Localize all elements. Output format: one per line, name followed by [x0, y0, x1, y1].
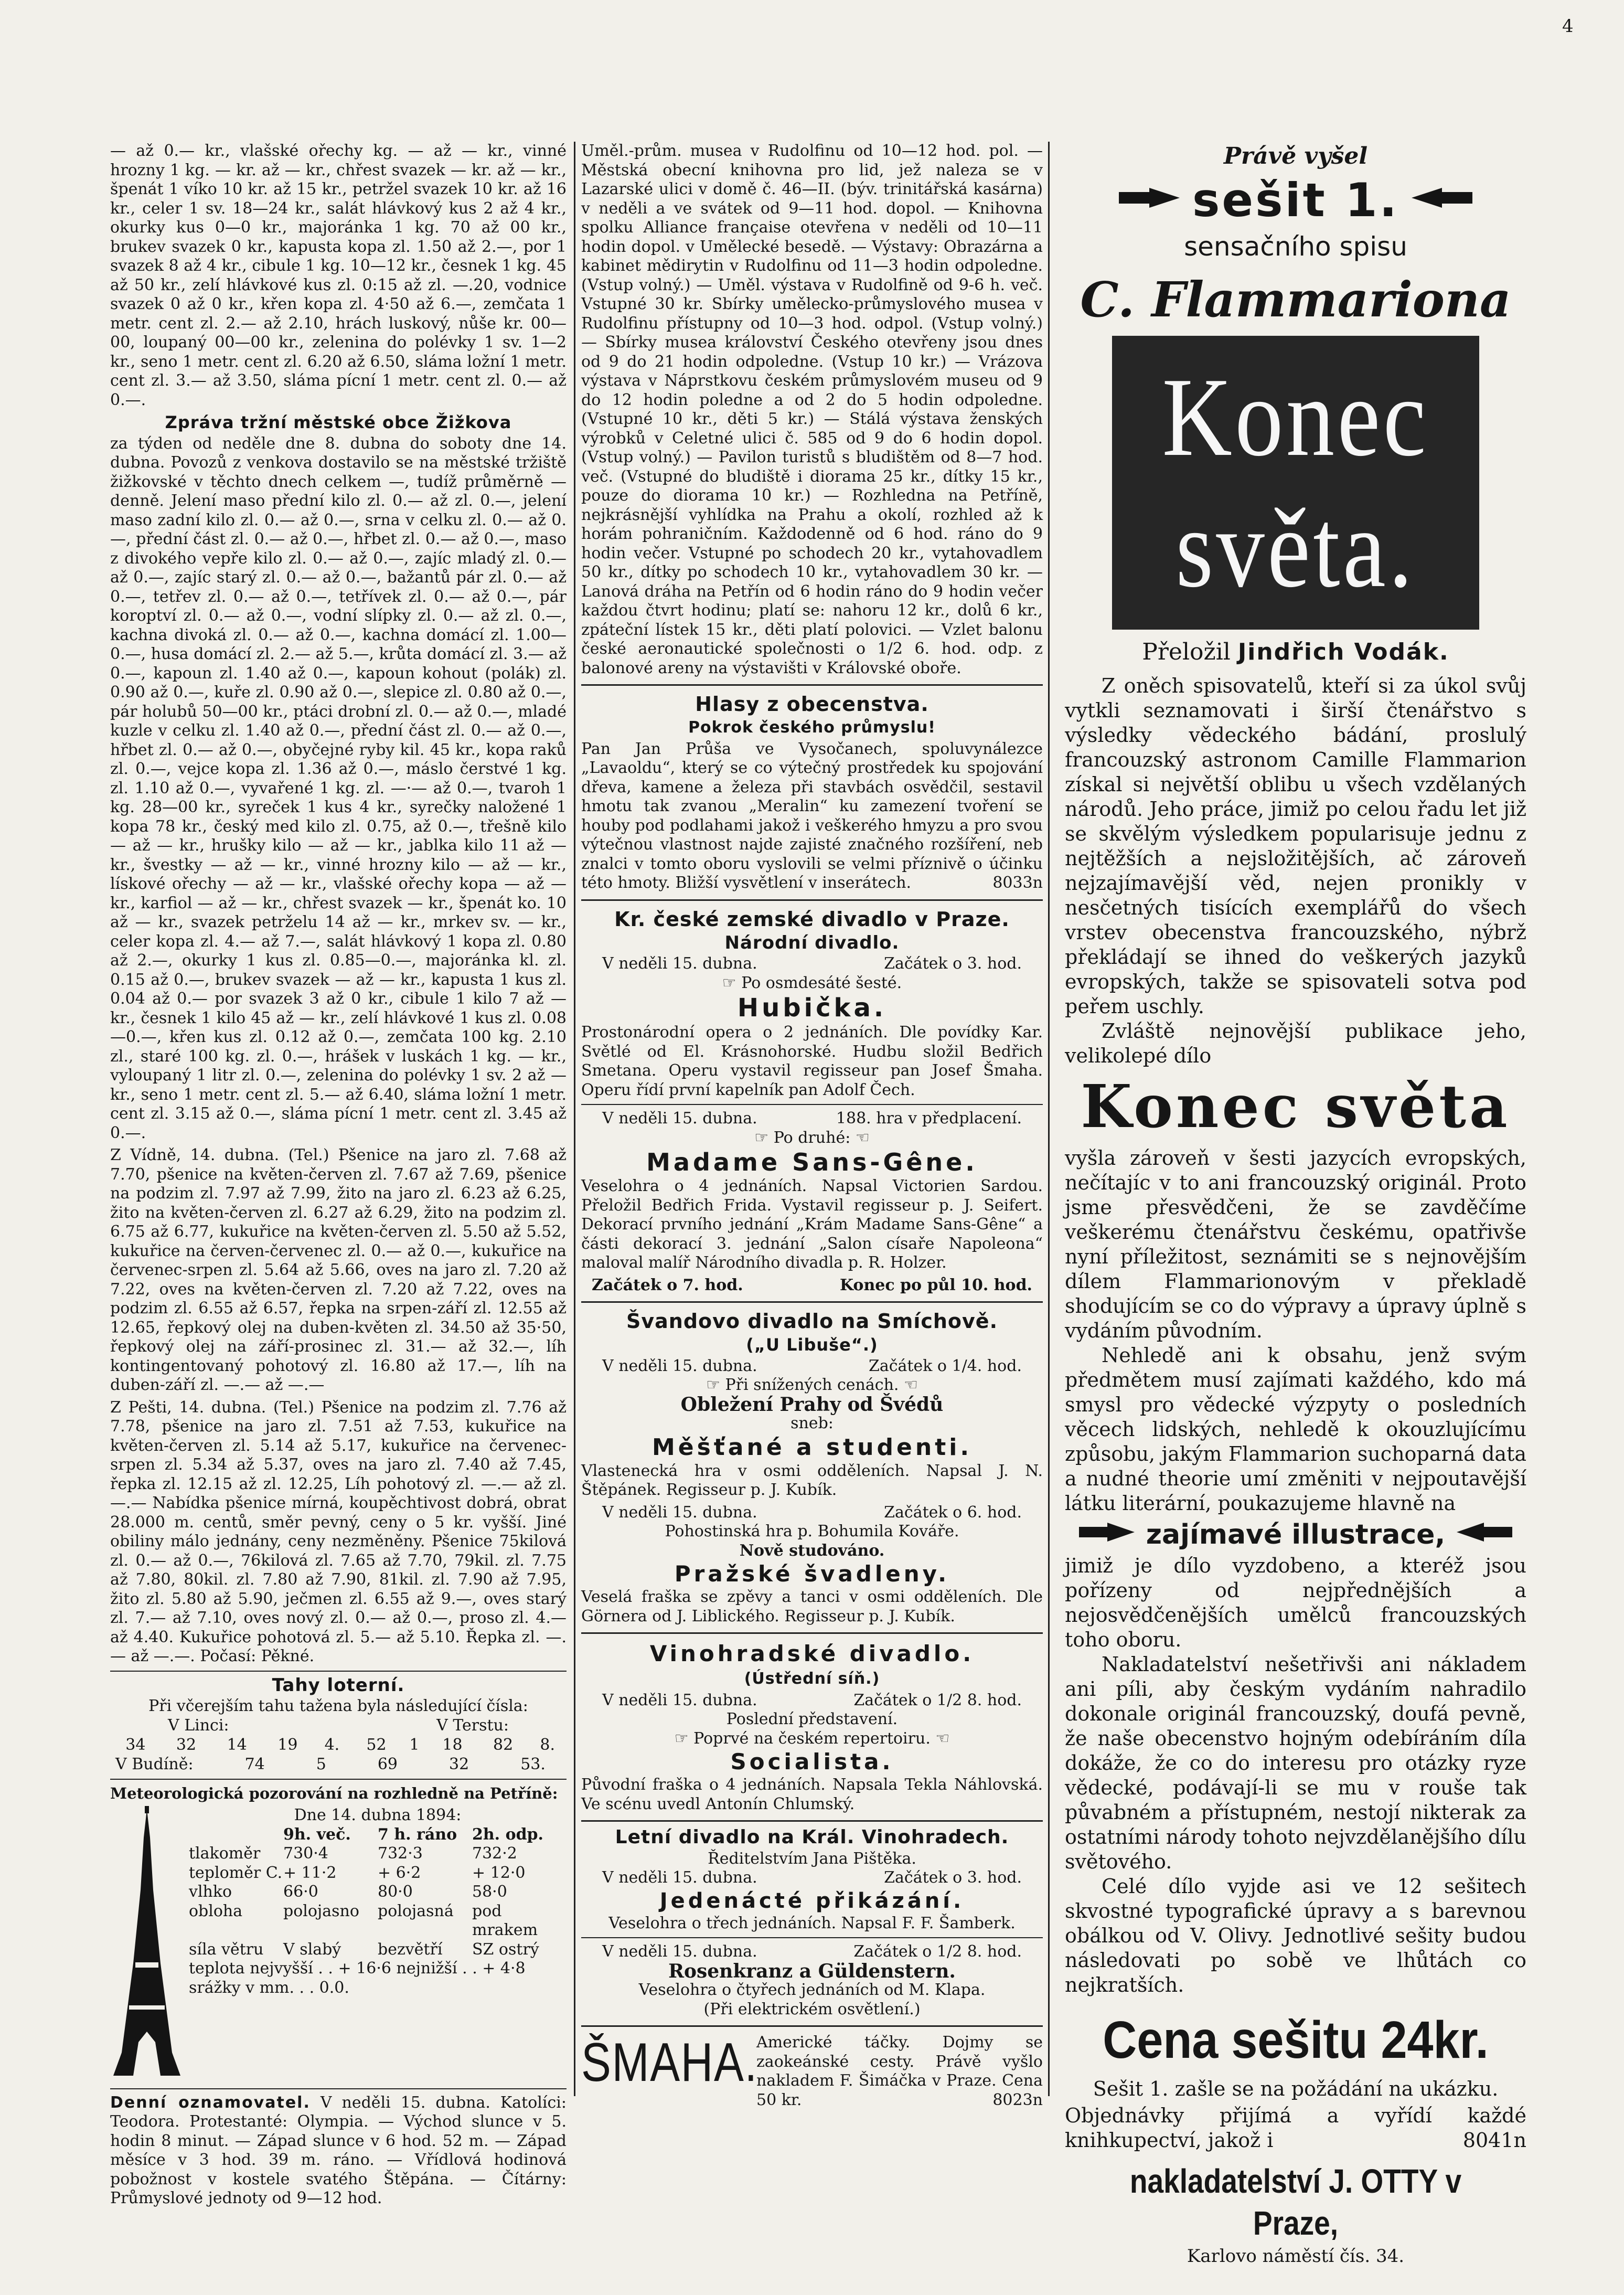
meteo-value: + 11·2	[283, 1863, 337, 1882]
ad-paragraph: Celé dílo vyjde asi ve 12 sešitech skvostné typografické úpravy a s barevnou obálkou od V. Olivy. Jednotlivé sešity budou následovati po sobě ve lhůtách co nejkratších.	[1065, 1875, 1526, 1996]
meteo-row	[189, 1864, 567, 1883]
lottery-budapest-label: V Budíně:	[115, 1755, 194, 1773]
meteo-label: teploměr C.	[189, 1863, 283, 1882]
sesit-label: sešit 1.	[1192, 173, 1399, 227]
illustrations-label: zajímavé illustrace,	[1146, 1519, 1446, 1550]
ad-paragraph: jimiž je dílo vyzdobeno, a kteréž jsou pořízeny od nejpřednějších a nejosvědčenějších umělců francouzských toho oboru.	[1065, 1554, 1526, 1651]
smichov-start: Začátek o 1/4. hod.	[868, 1356, 1022, 1375]
meteo-block	[110, 1806, 567, 2084]
vin-start: Začátek o 1/2 8. hod.	[853, 1691, 1022, 1709]
column-flammarion-ad	[1065, 142, 1526, 2267]
smichov-desc: Vlastenecká hra v osmi odděleních. Napsal J. N. Štěpánek. Regisseur p. J. Kubík.	[581, 1461, 1043, 1499]
ad-paragraph: Z oněch spisovatelů, kteří si za úkol svůj vytkli seznamovati i širší čtenářstvo s výsledky vědeckého bádání, proslulý francouzský astronom Camille Flammarion získal si největší oblibu u všech vzdělaných národů. Jeho práce, jimiž po celou řadu let již se skvělým výsledkem popularisuje jednu z nejtěžších a nejsložitějších, ač zároveň nejzajímavější věd, nejen pronikly v nesčetných tisících exemplářů do všech vrstev obecenstva francouzského, nýbrž překládají se ihned do veškerých jazyků evropských, takže se spisovateli sotva pod peřem uschly.	[1065, 674, 1526, 1018]
vin-note2: ☞ Poprvé na českém repertoiru. ☜	[674, 1729, 950, 1748]
translator-name: Jindřich Vodák.	[1237, 639, 1449, 665]
letni2-row	[581, 1942, 1043, 1962]
series-label: sensačního spisu	[1184, 231, 1407, 262]
meteo-table	[189, 1806, 567, 2084]
letni2-start: Začátek o 1/2 8. hod.	[853, 1942, 1022, 1961]
big-title: Konec světa	[1081, 1072, 1511, 1141]
divider	[581, 899, 1043, 901]
sample-note: Sešit 1. zašle se na požádání na ukázku.	[1093, 2077, 1499, 2100]
daily-calendar	[110, 2094, 567, 2208]
letni2-title: Rosenkranz a Güldenstern.	[668, 1960, 956, 1982]
pointing-hand-left-icon	[1411, 185, 1473, 216]
meteo-label: tlakoměr	[189, 1844, 261, 1863]
publisher-address: Karlovo náměstí čís. 34.	[1187, 2246, 1405, 2267]
smichov2-desc: Pohostinská hra p. Bohumila Kováře.	[665, 1522, 959, 1540]
lottery-number: 74	[244, 1755, 265, 1773]
meteo-value: polojasno	[283, 1901, 359, 1920]
translator-line	[1065, 637, 1526, 667]
nt-perf2-date: V neděli 15. dubna.	[602, 1109, 757, 1128]
divider	[581, 1937, 1043, 1938]
title-box	[1112, 336, 1479, 630]
lottery-linz-label: V Linci:	[168, 1716, 229, 1735]
smaha-ad	[581, 2033, 1043, 2110]
lottery-number: 5	[316, 1755, 326, 1773]
meteo-value: polojasná	[378, 1901, 454, 1920]
vinohrady-heading: Vinohradské divadlo.	[649, 1641, 975, 1666]
voices-code: 8033n	[992, 874, 1043, 892]
divider	[581, 1301, 1043, 1303]
divider	[110, 1671, 567, 1672]
meteo-row	[189, 1940, 567, 1960]
letni-desc: Veselohra o třech jednáních. Napsal F. F. Šamberk.	[608, 1914, 1016, 1932]
lottery-number: 32	[449, 1755, 469, 1773]
museums-exhibitions-text: Uměl.-prům. musea v Rudolfinu od 10—12 hod. pol. — Městská obecní knihovna pro lid, jež naleza se v Lazarské ulici v domě č. 46—II. (býv. trinitářská kasárna) v neděli a ve svátek od 9—11 hod. dopol. — Knihovna spolku Alliance française otevřena v neděli od 10—11 hodin dopol. v Umělecké besedě. — Výstavy: Obrazárna a kabinet mědirytin v Rudolfinu od 11—3 hodin odpoledne. (Vstup volný.) — Uměl. výstava v Rudolfině od 9-6 h. več. Vstupné 30 kr. Sbírky umělecko-průmyslového musea v Rudolfinu přístupny od 10—3 hod. odpol. (Vstup volný.) — Sbírky musea království Českého otevřeny jsou dnes od 9 do 21 hodin odpoledne. (Vstup 10 kr.) — Vrázova výstava v Náprstkovu českém průmyslovém museu od 9 do 12 hodin poledne a od 2 do 5 hodin odpoledne. (Vstupné 10 kr., děti 5 kr.) — Stálá výstava ženských výrobků v Celetné ulici č. 585 od 9 do 6 hodin dopol. (Vstup volný.) — Pavilon turistů s bludištěm od 8—7 hod. več. (Vstupné do bludiště i diorama 25 kr., dítky 15 kr., pouze do diorama 10 kr.) — Rozhledna na Petříně, nejkrásnější vyhlídka na Prahu a okolí, rozhled až k horám pohraničním. Každodenně od 6 hod. ráno do 9 hodin večer. Vstupné po schodech 20 kr., vytahovadlem 50 kr., dítky po schodech 10 kr., vytahovadlem 30 kr. — Lanová dráha na Petřín od 6 hodin ráno do 9 hodin večer každou čtvrt hodinu; platí se: nahoru 12 kr., dolů 6 kr., zpáteční lístek 15 kr., děti platí polovici. — Vzlet balonu české aeronautické společnosti o 1/2 6. hod. odp. z balonové areny na výstavišti v Královské oboře.	[581, 142, 1043, 677]
lottery-number: 19	[277, 1736, 298, 1754]
meteo-value: + 6·2	[378, 1863, 421, 1882]
meteo-value: bezvětří	[378, 1940, 443, 1959]
ad-body	[1065, 674, 1526, 1998]
smaha-code: 8023n	[992, 2090, 1043, 2109]
just-out-label: Právě vyšel	[1223, 143, 1368, 169]
smaha-text: Americké táčky. Dojmy se zaokeánské cesty. Právě vyšlo nakladem F. Šimáčka v Praze. Cena 50 kr.	[756, 2033, 1043, 2109]
lottery-number: 18	[442, 1736, 463, 1754]
letni-row	[581, 1868, 1043, 1888]
ad-paragraph: vyšla zároveň v šesti jazycích evropských, nečítajíc v to ani francouzský originál. Proto jsme přesvědčeni, že se zavděčíme veškerému čtenářstvu českému, opatřivše nyní příležitost, seznámiti se s nejnovějším dílem Flammarionovým v překladě shodujícím se co do výpravy a úpravy úplně s vydáním původním.	[1065, 1146, 1526, 1342]
lottery-number: 52	[366, 1736, 387, 1754]
zizkov-market-text: za týden od neděle dne 8. dubna do soboty dne 14. dubna. Povozů z venkova dostavilo se na městské tržiště žižkovské v těchto dnech celkem —, tudíž průměrně — denně. Jelení maso přední kilo zl. 0.— až zl. 0.—, jelení maso zadní kilo zl. 0.— až 0.—, srna v celku zl. 0.— až 0.—, přední část zl. 0.— až 0.—, hřbet zl. 0.— až 0.—, maso z divokého vepře kilo zl. 0.— až 0.—, zajíc mladý zl. 0.— až 0.—, zajíc starý zl. 0.— až 0.—, bažantů pár zl. 0.— až 0.—, tetřev zl. 0.— až 0.—, tetřívek zl. 0.— až 0.—, pár koroptví zl. 0.— až 0.—, vodní slípky zl. 0.— až zl. 0.—, kachna divoká zl. 0.— až 0.—, kachna domácí zl. 1.00—0.—, husa domácí zl. 2.— až 5.—, krůta domácí zl. 3.— až 0.—, kapoun zl. 1.40 až 0.—, kapoun kohout (polák) zl. 0.90 až 0.—, kuře zl. 0.90 až 0.—, slepice zl. 0.80 až 0.—, pár holubů 50—00 kr., ptáci drobní zl. 0.— až 0.—, mladé kuzle v celku zl. 1.40 až 0.—, přední část zl. 0.— až 0.—, hřbet zl. 0.— až 0.—, obyčejné ryby kil. 45 kr., kopa raků zl. 0.—, vejce kopa zl. 1.36 až 0.—, máslo čerstvé 1 kg. zl. 1.10 až 0.—, vyvařené 1 kg. zl. —·— až 0.—, tvaroh 1 kg. 28—00 kr., syreček 1 kus 4 kr., syrečky naložené 1 kopa 78 kr., český med kilo zl. 0.75, až 0.—, třešně kilo — až — kr., hrušky kilo — až — kr., jablka kilo 11 až — kr., švestky — až — kr., vinné hrozny kilo — až — kr., lískové ořechy — až — kr., vlašské ořechy kopa — až — kr., karfiol — až — kr., chřest svazek — kr., špenát ko. 10 až — kr., svazek petrželu 14 až — kr., mrkev sv. — kr., celer kopa zl. 4.— až 7.—, salát hlávkový 1 kopa zl. 0.80 až 2.—, okurky 1 kus zl. 0.85—0.—, majoránka kl. zl. 0.15 až 0.—, brukev svazek — až — kr., kapusta 1 kus zl. 0.04 až 0.— por svazek 3 až 0 kr., cibule 1 kilo 7 až — kr., česnek 1 kilo 45 až — kr., zelí hlávkové 1 kus zl. 0.08—0.—, křen kus zl. 0.12 až 0.—, zemčata 100 kg. 2.10 zl., staré 100 kg. zl. 0.—, hrášek v luskách 1 kg. — kr., vyloupaný 1 litr zl. 0.—, zelenina do polévky 1 sv. 2 až — kr., seno 1 metr. cent zl. 5.— až 6.40, sláma ložní 1 metr. cent zl. 3.15 až 0.—, sláma pícní 1 metr. cent zl. 3.45 až 0.—.	[110, 434, 567, 1142]
vin-title: Socialista.	[730, 1749, 894, 1775]
lottery-trieste-label: V Terstu:	[436, 1716, 509, 1735]
meteo-row	[189, 1883, 567, 1902]
lottery-number: 32	[176, 1736, 197, 1754]
smichov-date: V neděli 15. dubna.	[602, 1356, 757, 1375]
meteo-col-header: 2h. odp.	[472, 1825, 543, 1844]
vinohrady-sub: (Ústřední síň.)	[744, 1670, 880, 1688]
title-box-line2: světa.	[1176, 485, 1416, 611]
smichov2-text: Veselá fraška se zpěvy a tanci v osmi odděleních. Dle Görnera od J. Liblického. Regisseur p. J. Kubík.	[581, 1588, 1043, 1625]
lottery-number: 4.	[324, 1736, 340, 1754]
voices-text	[581, 740, 1043, 893]
ad-paragraph: Nakladatelství nešetřivši ani nákladem ani píli, aby českým vydáním nahradilo dokonale originál francouzský, doufá pevně, že naše obecenstvo hojným odebíráním díla dokáže, že co do interesu pro otázky ryze vědecké, podávají-li se mu v rouše tak půvabném a přístupném, nestojí nikterak za ostatními národy tohoto nejvzdělanějšího dílu světového.	[1065, 1653, 1526, 1873]
lottery-number: 34	[125, 1736, 146, 1754]
nt-perf2-title: Madame Sans-Gêne.	[646, 1148, 978, 1176]
letni-title: Jedenácté přikázání.	[659, 1888, 965, 1913]
smichov2-date: V neděli 15. dubna.	[602, 1503, 757, 1522]
nt-perf1-row	[581, 954, 1043, 974]
divider	[581, 684, 1043, 686]
meteo-value: 80·0	[378, 1883, 413, 1901]
meteo-value: 730·4	[283, 1844, 328, 1863]
smichov-title1: Obležení Prahy od Švédů	[680, 1393, 944, 1416]
divider	[581, 1820, 1043, 1822]
column-rule-left	[574, 142, 575, 2096]
meteo-row	[189, 1844, 567, 1864]
meteo-precipitation: srážky v mm. . . 0.0.	[189, 1978, 349, 1997]
smichov-note: ☞ Při snížených cenách. ☜	[706, 1376, 918, 1394]
nt-perf2-row	[581, 1109, 1043, 1129]
smichov2-title: Pražské švadleny.	[674, 1561, 950, 1587]
smichov2-row	[581, 1503, 1043, 1523]
lottery-numbers-row1	[110, 1735, 567, 1755]
smichov2-new: Nově studováno.	[739, 1541, 885, 1560]
meteo-value: pod mrakem	[472, 1901, 538, 1939]
meteo-header-row	[189, 1825, 567, 1845]
meteo-label: síla větru	[189, 1940, 264, 1959]
ad-paragraph: Zvláště nejnovější publikace jeho, velikolepé dílo	[1065, 1019, 1526, 1067]
smichov2-start: Začátek o 6. hod.	[884, 1503, 1022, 1522]
letni2-date: V neděli 15. dubna.	[602, 1942, 757, 1961]
nt-perf2-desc: Veselohra o 4 jednáních. Napsal Victorien Sardou. Přeložil Bedřich Frida. Vystavil regisseur p. J. Seifert. Dekorací prvního jednání „Krám Madame Sans-Gêne“ a části dekorací 3. jednání „Salon císaře Napoleona“ maloval malíř Národního divadla p. R. Holzer.	[581, 1177, 1043, 1272]
nt-perf2-end: Konec po půl 10. hod.	[840, 1276, 1032, 1294]
meteo-value: 732·3	[378, 1844, 423, 1863]
lottery-number: 69	[377, 1755, 398, 1773]
nt-perf2-start: Začátek o 7. hod.	[592, 1276, 743, 1294]
letni-date: V neděli 15. dubna.	[602, 1868, 757, 1887]
meteo-value: 66·0	[283, 1883, 318, 1901]
nt-perf2-second: ☞ Po druhé: ☜	[754, 1128, 870, 1147]
divider	[110, 2088, 567, 2089]
prague-market-prices: — až 0.— kr., vlašské ořechy kg. — až — kr., vinné hrozny 1 kg. — kr. až — kr., chřest svazek — kr. až — kr., špenát 1 víko 10 kr. až 15 kr., petržel svazek 10 kr. až 16 kr., celer 1 sv. 18—24 kr., salát hlávkový kus 2 až 4 kr., okurky kus 0—0 kr., majoránka 1 kg. 70 až 00 kr., brukev svazek 0 kr., kapusta kopa zl. 1.50 až 2.—, por 1 svazek 8 až 4 kr., cibule 1 kg. 10—12 kr., česnek 1 kg. 45 až 50 kr., zelí hlávkové kus zl. 0:15 až zl. —.20, vodnice svazek 0 až 0 kr., křen kopa zl. 4·50 až 6.—, zemčata 1 metr. cent zl. 2.— až 2.10, hrách luskový, nůše kr. 00—00, loupaný 00—00 kr., zelenina do polévky 1 sv. 1—2 kr., seno 1 metr. cent zl. 6.20 až 6.50, sláma ložní 1 metr. cent zl. 3.— až 3.50, sláma pícní 1 metr. cent zl. 0.— až 0.—.	[110, 142, 567, 409]
letni2-desc: Veselohra o čtyřech jednáních od M. Klapa.	[638, 1981, 986, 1999]
publisher-name: nakladatelství J. OTTY v Praze,	[1129, 2162, 1462, 2242]
nt-perf2-note: 188. hra v předplacení.	[836, 1109, 1022, 1128]
meteo-temperature-extremes: teplota nejvyšší . . + 16·6 nejnižší . . + 4·8	[189, 1959, 526, 1978]
orders-code: 8041n	[1462, 2129, 1526, 2152]
meteo-date: Dne 14. dubna 1894:	[294, 1806, 462, 1824]
ad-paragraph: Nehledě ani k obsahu, jenž svým předmětem musí zajímati každého, kdo má smysl pro vědecké výzpyty o posledních věcech lidských, nehledě k okouzlujícímu způsobu, jakým Flammarion suchoparná data a nudné theorie umí změniti v nejpoutavější látku literární, poukazujeme hlavně na	[1065, 1344, 1526, 1515]
smichov-title2: Měšťané a studenti.	[651, 1433, 973, 1461]
author-name: C. Flammariona	[1080, 271, 1511, 328]
pest-market-report: Z Pešti, 14. dubna. (Tel.) Pšenice na podzim zl. 7.76 až 7.78, pšenice na jaro zl. 7.51 až 7.53, kukuřice na květen-červen zl. 5.14 až 5.17, kukuřice na červenec-srpen zl. 5.34 až 5.37, oves na jaro zl. 7.40 až 7.45, řepka zl. 12.15 až zl. 12.25, Líh pohotový zl. —.— až zl. —.— Nabídka pšenice mírná, koupěchtivost dobrá, obrat 28.000 m. centů, směr pevný, ceny o 5 kr. vyšší. Jiné obiliny málo jednány, ceny nezměněny. Pšenice 75kilová zl. 0.— až 0.—, 76kilová zl. 7.65 až 7.70, 79kil. zl. 7.75 až 7.80, 80kil. zl. 7.80 až 7.90, 81kil. zl. 7.90 až 7.95, žito zl. 5.80 až 5.90, ječmen zl. 6.55 až 9.—, oves starý zl. 7.— až 7.10, oves nový zl. 0.— až 0.—, proso zl. 4.— až 4.40. Kukuřice pohotová zl. 5.— až 5.10. Řepka zl. —.— až —.—. Počasí: Pěkné.	[110, 1398, 567, 1665]
voices-heading: Hlasy z obecenstva.	[695, 693, 929, 716]
letni-start: Začátek o 3. hod.	[884, 1868, 1022, 1887]
lottery-number: 53.	[520, 1755, 546, 1773]
lottery-number: 1	[409, 1736, 420, 1754]
voices-body: Pan Jan Průša ve Vysočanech, spoluvynálezce „Lavaoldu“, který se co výtečný prostředek ku spojování dřeva, kamene a železa při stavbách osvědčil, sestavil hmotu tak zvanou „Meralin“ ku zamezení tvoření se houby pod podlahami jakož i veškerého hmyzu a pro svou výtečnou vlastnost najde zajisté značného rozšíření, neb znalci v tomto oboru vyslovili se velmi příznivě o účinku této hmoty. Bližší vysvětlení v inserátech.	[581, 739, 1043, 892]
nt-perf1-date: V neděli 15. dubna.	[602, 954, 757, 973]
vin-row	[581, 1691, 1043, 1710]
column-announcements	[581, 142, 1043, 2109]
meteo-value: + 12·0	[472, 1863, 526, 1882]
meteo-col-header: 9h. več.	[283, 1825, 351, 1844]
lottery-heading: Tahy loterní.	[272, 1674, 405, 1696]
national-theatre-label: Národní divadlo.	[724, 932, 900, 953]
pointing-hand-right-icon	[1118, 185, 1181, 216]
voices-subheading: Pokrok českého průmyslu!	[688, 718, 936, 737]
lottery-number: 14	[227, 1736, 247, 1754]
vienna-market-report: Z Vídně, 14. dubna. (Tel.) Pšenice na jaro zl. 7.68 až 7.70, pšenice na květen-červen zl. 7.67 až 7.69, pšenice na podzim zl. 7.97 až 7.99, žito na jaro zl. 6.23 až 6.25, žito na květen-červen zl. 6.27 až 6.29, žito na podzim zl. 6.75 až 6.77, kukuřice na květen-červen zl. 5.50 až 5.52, kukuřice na červen-červenec zl. 0.— až 0.—, kukuřice na červenec-srpen zl. 5.64 až 5.66, oves na jaro zl. 7.20 až 7.22, oves na květen-červen zl. 7.20 až 7.22, oves na podzim zl. 6.55 až 6.57, řepka na srpen-září zl. 12.55 až 12.65, řepkový olej na duben-květen zl. 34.50 až 35·50, řepkový olej na září-prosinec zl. 31.— až 32.—, líh kontingentovaný pohotový zl. 16.80 až 17.—, líh na duben-září zl. —.— až —.—	[110, 1146, 567, 1394]
meteo-value: V slabý	[283, 1940, 341, 1959]
smichov-heading: Švandovo divadlo na Smíchově.	[626, 1310, 998, 1333]
nt-perf2-times	[581, 1276, 1043, 1295]
petrin-tower-icon	[110, 1806, 189, 2084]
sesit-row	[1065, 174, 1526, 227]
meteo-row	[189, 1902, 567, 1940]
calendar-heading: Denní oznamovatel.	[110, 2093, 311, 2112]
theatre-heading: Kr. české zemské divadlo v Praze.	[614, 907, 1010, 931]
vin-note1: Poslední představení.	[726, 1710, 898, 1728]
meteo-value: SZ ostrý	[472, 1940, 539, 1959]
orders-note	[1065, 2103, 1526, 2153]
smichov-sub: („U Libuše“.)	[746, 1335, 878, 1355]
column-rule-right	[1048, 142, 1050, 2096]
nt-perf1-desc: Prostonárodní opera o 2 jednáních. Dle povídky Kar. Světlé od El. Krásnohorské. Hudbu složil Bedřich Smetana. Operu vystavil regisseur pan Josef Šmaha. Operu řídí první kapelník pan Adolf Čech.	[581, 1023, 1043, 1099]
lottery-number: 82	[493, 1736, 514, 1754]
pointing-hand-left-icon	[1456, 1518, 1513, 1552]
nt-perf1-title: Hubička.	[737, 993, 887, 1023]
lottery-number: 8.	[540, 1736, 555, 1754]
nt-perf1-note: ☞ Po osmdesáté šesté.	[722, 973, 902, 992]
vin-date: V neděli 15. dubna.	[602, 1691, 757, 1709]
translated-by: Přeložil	[1142, 639, 1231, 665]
smaha-logo: ŠMAHA.	[581, 2032, 758, 2093]
meteo-col-header: 7 h. ráno	[378, 1825, 457, 1844]
lottery-budapest-row	[110, 1755, 567, 1775]
divider	[110, 1779, 567, 1780]
nt-perf1-start: Začátek o 3. hod.	[884, 954, 1022, 973]
letni-heading: Letní divadlo na Král. Vinohradech.	[615, 1826, 1009, 1848]
letni-director: Ředitelstvím Jana Pištěka.	[708, 1849, 916, 1868]
page-number: 4	[1562, 16, 1574, 37]
smaha-text-block	[756, 2033, 1043, 2110]
divider	[581, 2025, 1043, 2027]
meteo-label: vlhko	[189, 1883, 232, 1901]
smichov-row	[581, 1357, 1043, 1376]
meteo-value: 58·0	[472, 1883, 507, 1901]
orders-text: Objednávky přijímá a vyřídí každé knihkupectví, jakož i	[1065, 2104, 1526, 2152]
price-label: Cena sešitu 24kr.	[1103, 2011, 1489, 2069]
letni2-note: (Při elektrickém osvětlení.)	[703, 2000, 921, 2018]
meteo-heading: Meteorologická pozorování na rozhledně na Petříně:	[110, 1784, 558, 1802]
calendar-text: V neděli 15. dubna. Katolíci: Teodora. Protestanté: Olympia. — Východ slunce v 5. hodin 8 minut. — Západ slunce v 6 hod. 52 m. — Západ měsíce v 3 hod. 39 m. ráno. — Vřídlová hodinová pobožnost v kostele svatého Štěpána. — Čítárny: Průmyslové jednoty od 9—12 hod.	[110, 2093, 567, 2207]
illustrations-row	[1065, 1518, 1526, 1552]
divider	[581, 1104, 1043, 1105]
lottery-labels	[110, 1716, 567, 1736]
smichov-or: sneb:	[790, 1414, 834, 1432]
zizkov-market-heading: Zpráva tržní městské obce Žižkova	[165, 412, 512, 432]
column-market-reports	[110, 142, 567, 2207]
lottery-intro: Při včerejším tahu tažena byla následující čísla:	[148, 1697, 528, 1715]
pointing-hand-right-icon	[1078, 1518, 1136, 1552]
meteo-value: 732·2	[472, 1844, 517, 1863]
title-box-line1: Konec	[1162, 354, 1429, 480]
vin-desc: Původní fraška o 4 jednáních. Napsala Tekla Náhlovská. Ve scénu uvedl Antonín Chlumský.	[581, 1776, 1043, 1813]
meteo-label: obloha	[189, 1901, 243, 1920]
divider	[581, 1632, 1043, 1634]
